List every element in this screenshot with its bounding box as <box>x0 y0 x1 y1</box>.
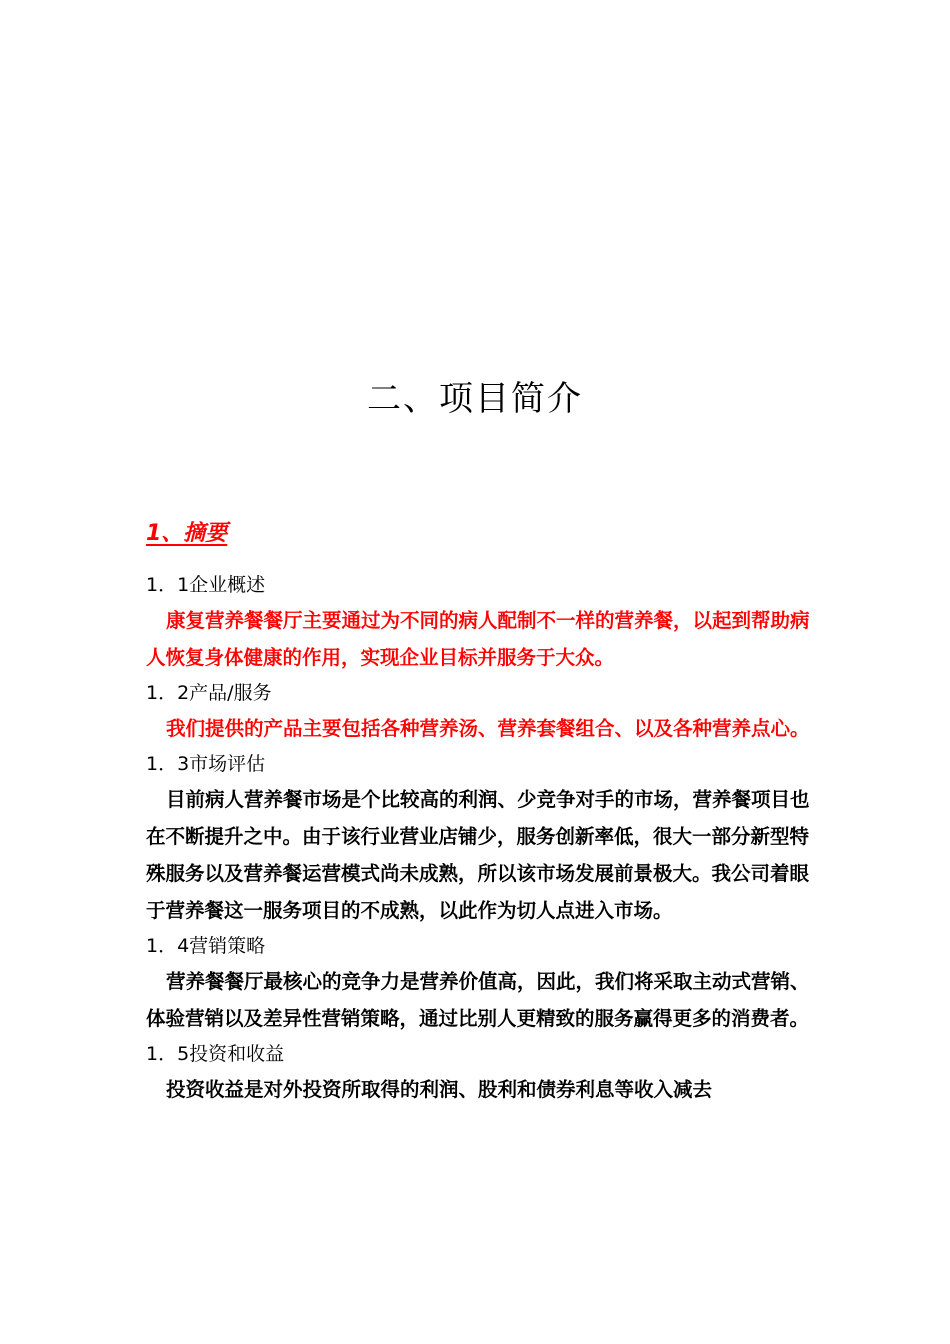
subheading-investment-returns: 1．5投资和收益 <box>146 1043 285 1065</box>
subheading-company-overview: 1．1企业概述 <box>146 574 266 596</box>
section-heading-summary: 1、摘要 <box>146 521 228 546</box>
paragraph-investment-returns: 投资收益是对外投资所取得的利润、股利和债券利息等收入减去 <box>166 1078 713 1101</box>
subheading-products-services: 1．2产品/服务 <box>146 682 272 704</box>
subheading-marketing-strategy: 1．4营销策略 <box>146 935 266 957</box>
paragraph-products-services: 我们提供的产品主要包括各种营养汤、营养套餐组合、以及各种营养点心。 <box>166 717 810 740</box>
paragraph-market-assessment: 目前病人营养餐市场是个比较高的利润、少竞争对手的市场，营养餐项目也在不断提升之中。由于该行业营业店铺少，服务创新率低，很大一部分新型特殊服务以及营养餐运营模式尚未成熟，所以该市场发展前景极大。我公司着眼于营养餐这一服务项目的不成熟，以此作为切人点进入市场。 <box>146 788 810 922</box>
paragraph-marketing-strategy: 营养餐餐厅最核心的竞争力是营养价值高，因此，我们将采取主动式营销、体验营销以及差异性营销策略，通过比别人更精致的服务赢得更多的消费者。 <box>146 970 810 1030</box>
page-title: 二、项目简介 <box>367 379 583 419</box>
document-body <box>146 568 816 1108</box>
paragraph-company-overview: 康复营养餐餐厅主要通过为不同的病人配制不一样的营养餐，以起到帮助病人恢复身体健康的作用，实现企业目标并服务于大众。 <box>146 609 810 669</box>
subheading-market-assessment: 1．3市场评估 <box>146 753 266 775</box>
